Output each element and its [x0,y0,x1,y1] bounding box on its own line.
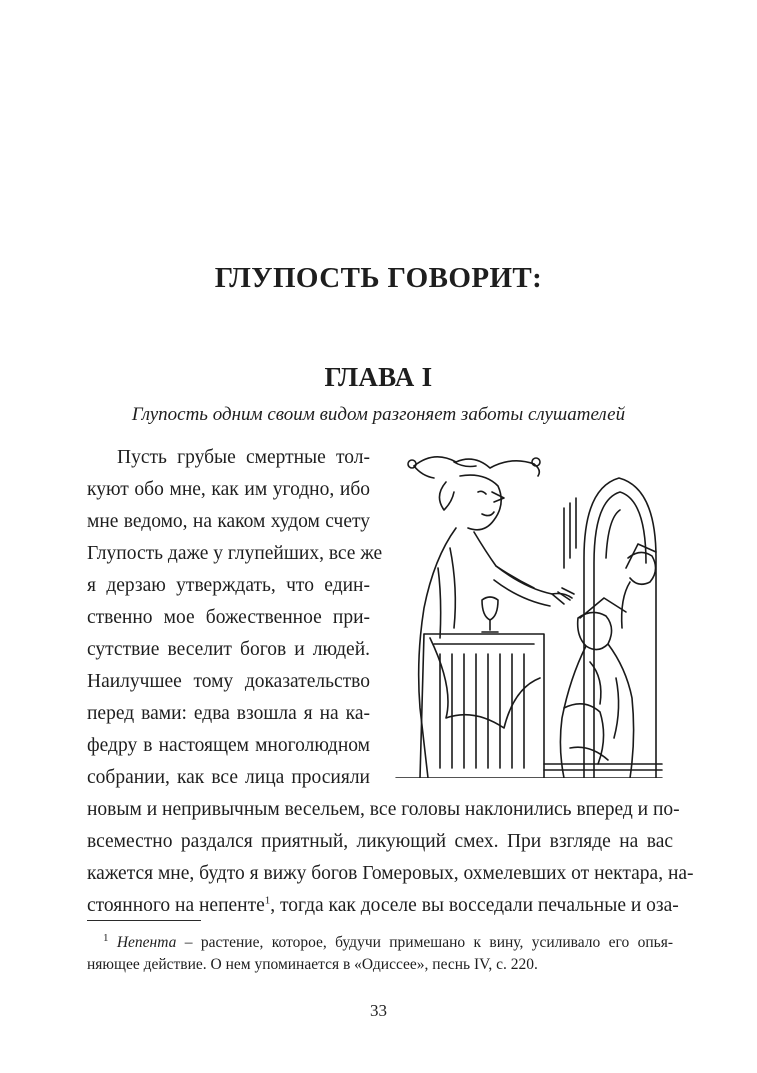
body-line: куют обо мне, как им угодно, ибо [87,479,370,500]
body-line: Глупость даже у глупейших, все же [87,543,383,564]
footnote [87,932,673,954]
footnote-text: – растение, которое, будучи примешано к вину, усиливало его опья- [176,934,673,951]
footnote-separator [87,920,201,921]
engraving-jester-at-lectern-icon [394,448,664,778]
footnote-continuation: няющее действие. О нем упоминается в «Одиссее», песнь IV, с. 220. [87,956,538,973]
page-number: 33 [370,1001,387,1020]
chapter-subtitle: Глупость одним своим видом разгоняет заботы слушателей [131,404,626,425]
part-title: ГЛУПОСТЬ ГОВОРИТ: [214,262,543,294]
chapter-title: ГЛАВА I [324,362,433,392]
body-line: Наилучшее тому доказательство [87,671,370,692]
body-line-fragment: , тогда как доселе вы восседали печальные и оза- [270,895,679,916]
body-line: сутствие веселит богов и людей. [87,639,370,660]
body-line: я дерзаю утверждать, что един- [87,575,370,596]
body-line-fragment: стоянного на непенте [87,895,265,916]
body-line: перед вами: едва взошла я на ка- [87,703,370,724]
footnote-term: Непента [116,934,177,951]
body-line: всеместно раздался приятный, ликующий смех. При взгляде на вас [87,831,673,852]
body-line-with-footnote [87,892,679,920]
footnote-reference: 1 [264,894,271,907]
body-line: новым и непривычным весельем, все головы наклонились вперед и по- [87,799,680,820]
body-line: мне ведомо, на каком худом счету [87,511,370,532]
body-line: кажется мне, будто я вижу богов Гомеровых, охмелевших от нектара, на- [87,863,694,884]
body-line: федру в настоящем многолюдном [87,735,370,756]
body-line: ственно мое божественное при- [87,607,370,628]
footnote-marker: 1 [103,931,109,944]
body-line: собрании, как все лица просияли [87,767,370,788]
body-line: Пусть грубые смертные тол- [117,447,370,468]
